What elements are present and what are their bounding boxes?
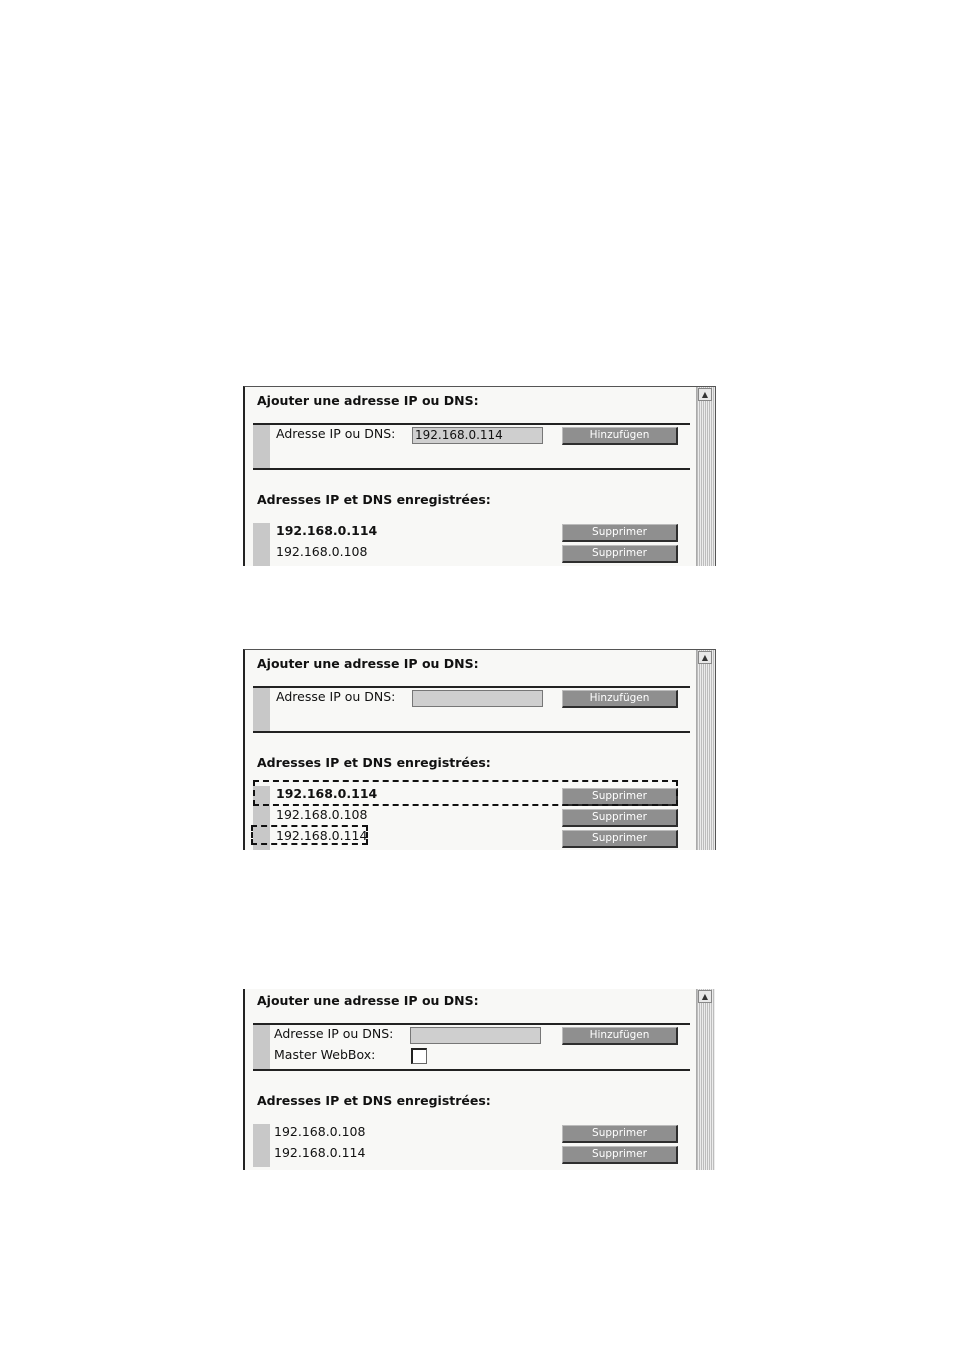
row-strip <box>253 688 270 731</box>
ip-label: Adresse IP ou DNS: <box>276 689 396 704</box>
ip-label: Adresse IP ou DNS: <box>274 1026 394 1041</box>
row-strip <box>253 523 270 566</box>
vertical-scrollbar[interactable] <box>696 650 715 850</box>
delete-button[interactable]: Supprimer <box>562 1125 678 1143</box>
saved-ip: 192.168.0.108 <box>276 544 368 559</box>
scroll-up-arrow-icon[interactable]: ▲ <box>698 388 712 401</box>
add-button[interactable]: Hinzufügen <box>562 1027 678 1045</box>
saved-ip: 192.168.0.114 <box>276 523 378 538</box>
scroll-up-arrow-icon[interactable]: ▲ <box>698 990 712 1003</box>
vertical-scrollbar[interactable] <box>696 989 715 1170</box>
saved-ip: 192.168.0.108 <box>276 807 368 822</box>
highlight-marker <box>253 780 678 806</box>
highlight-marker <box>251 825 368 845</box>
master-webbox-checkbox[interactable] <box>411 1048 427 1064</box>
saved-ip: 192.168.0.114 <box>276 828 368 843</box>
saved-section-title: Adresses IP et DNS enregistrées: <box>257 755 491 770</box>
vertical-scrollbar[interactable] <box>696 387 715 566</box>
delete-button[interactable]: Supprimer <box>562 545 678 563</box>
delete-button[interactable]: Supprimer <box>562 788 678 806</box>
row-strip <box>253 425 270 468</box>
divider <box>253 731 690 733</box>
saved-section-title: Adresses IP et DNS enregistrées: <box>257 1093 491 1108</box>
saved-ip: 192.168.0.108 <box>274 1124 366 1139</box>
panel-2 <box>243 649 716 850</box>
ip-label: Adresse IP ou DNS: <box>276 426 396 441</box>
saved-ip: 192.168.0.114 <box>274 1145 366 1160</box>
delete-button[interactable]: Supprimer <box>562 809 678 827</box>
delete-button[interactable]: Supprimer <box>562 1146 678 1164</box>
ip-input[interactable] <box>410 1027 541 1044</box>
divider <box>253 423 690 425</box>
add-button[interactable]: Hinzufügen <box>562 690 678 708</box>
ip-input[interactable] <box>412 690 543 707</box>
saved-section-title: Adresses IP et DNS enregistrées: <box>257 492 491 507</box>
delete-button[interactable]: Supprimer <box>562 830 678 848</box>
row-strip <box>253 1124 270 1167</box>
add-section-title: Ajouter une adresse IP ou DNS: <box>257 656 479 671</box>
scroll-up-arrow-icon[interactable]: ▲ <box>698 651 712 664</box>
divider <box>253 1069 690 1071</box>
divider <box>253 1023 690 1025</box>
add-section-title: Ajouter une adresse IP ou DNS: <box>257 993 479 1008</box>
panel-3 <box>243 989 715 1170</box>
ip-input[interactable]: 192.168.0.114 <box>412 427 543 444</box>
master-webbox-label: Master WebBox: <box>274 1047 376 1062</box>
divider <box>253 468 690 470</box>
row-strip <box>253 1025 270 1069</box>
panel-1 <box>243 386 716 566</box>
delete-button[interactable]: Supprimer <box>562 524 678 542</box>
divider <box>253 686 690 688</box>
saved-ip: 192.168.0.114 <box>276 786 378 801</box>
add-button[interactable]: Hinzufügen <box>562 427 678 445</box>
add-section-title: Ajouter une adresse IP ou DNS: <box>257 393 479 408</box>
